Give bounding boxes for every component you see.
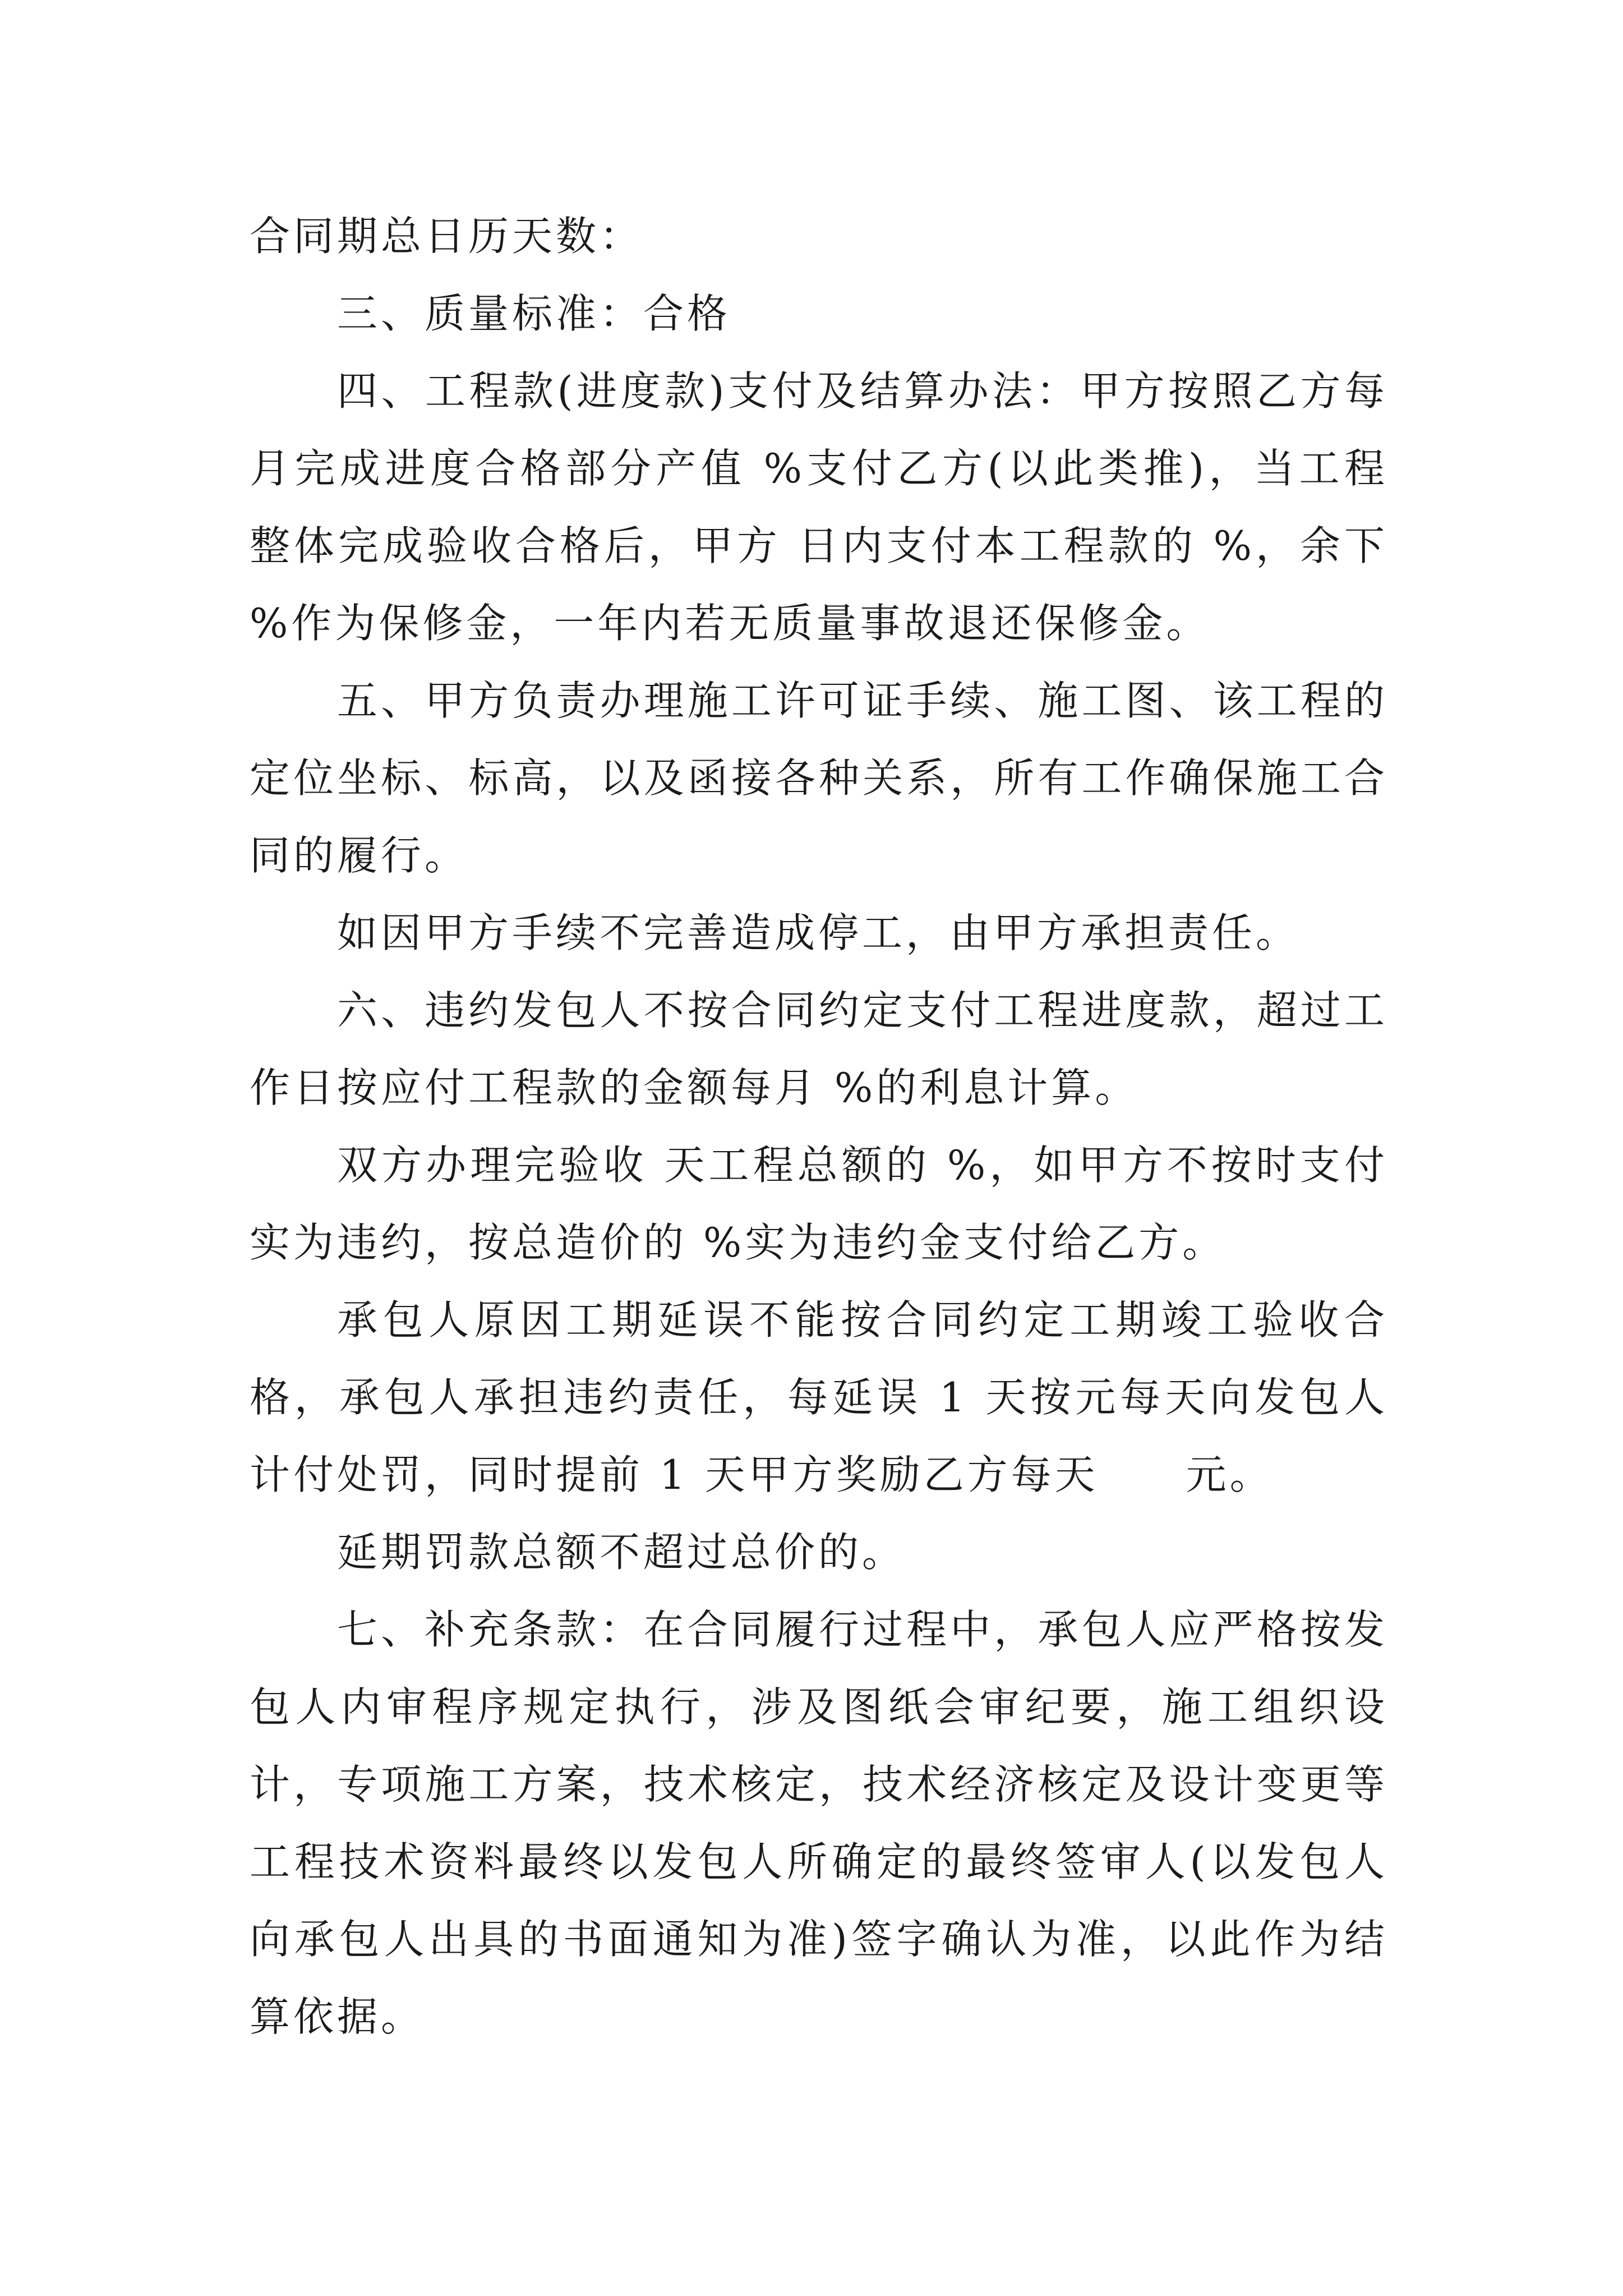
paragraph-delay-penalty: 承包人原因工期延误不能按合同约定工期竣工验收合格，承包人承担违约责任，每延误 1 天按元每天向发包人计付处罚，同时提前 1 天甲方奖励乙方每天 元。: [250, 1296, 1388, 1498]
document-body: [250, 197, 1388, 2055]
paragraph-contract-days: 合同期总日历天数：: [250, 213, 644, 260]
paragraph-work-stoppage: 如因甲方手续不完善造成停工，由甲方承担责任。: [337, 909, 1300, 956]
paragraph-breach-payment: 六、违约发包人不按合同约定支付工程进度款，超过工作日按应付工程款的金额每月 %的利息计算。: [250, 987, 1388, 1111]
paragraph-penalty-cap: 延期罚款总额不超过总价的。: [337, 1529, 906, 1576]
paragraph-acceptance-payment: 双方办理完验收 天工程总额的 %，如甲方不按时支付实为违约，按总造价的 %实为违约金支付给乙方。: [250, 1142, 1388, 1266]
paragraph-payment-settlement: 四、工程款(进度款)支付及结算办法：甲方按照乙方每月完成进度合格部分产值 %支付乙方(以此类推)，当工程整体完成验收合格后，甲方 日内支付本工程款的 %，余下 %作为保修金，一年内若无质量事故退还保修金。: [250, 367, 1388, 647]
paragraph-party-a-duties: 五、甲方负责办理施工许可证手续、施工图、该工程的定位坐标、标高，以及函接各种关系，所有工作确保施工合同的履行。: [250, 677, 1388, 879]
paragraph-quality-standard: 三、质量标准：合格: [337, 290, 731, 337]
paragraph-supplementary-terms: 七、补充条款：在合同履行过程中，承包人应严格按发包人内审程序规定执行，涉及图纸会审纪要，施工组织设计，专项施工方案，技术核定，技术经济核定及设计变更等工程技术资料最终以发包人所确定的最终签审人(以发包人向承包人出具的书面通知为准)签字确认为准，以此作为结算依据。: [250, 1606, 1388, 2040]
